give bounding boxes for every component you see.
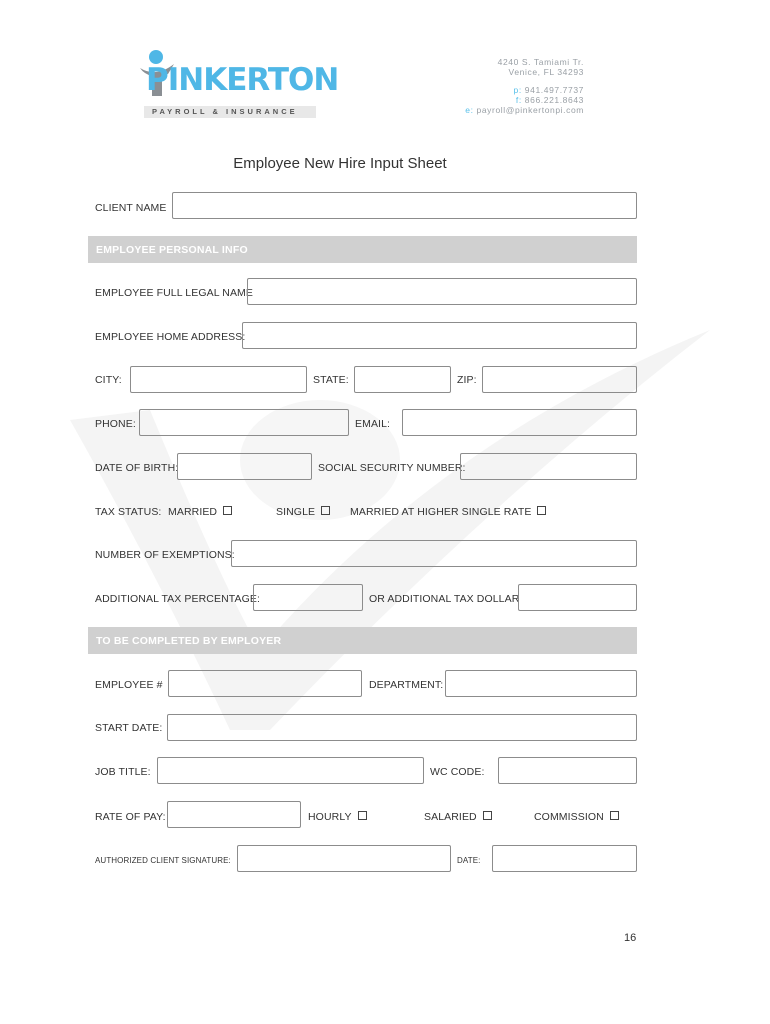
add-tax-dollar-field[interactable] — [518, 584, 637, 611]
signature-label: AUTHORIZED CLIENT SIGNATURE: — [95, 856, 231, 865]
client-name-label: CLIENT NAME — [95, 202, 167, 214]
rate-of-pay-label: RATE OF PAY: — [95, 811, 166, 823]
married-higher-label: MARRIED AT HIGHER SINGLE RATE — [350, 506, 532, 518]
married-option[interactable] — [168, 506, 232, 518]
state-field[interactable] — [354, 366, 451, 393]
company-logo — [138, 48, 339, 120]
fax-prefix: f: — [515, 95, 522, 105]
city-field[interactable] — [130, 366, 307, 393]
wc-code-field[interactable] — [498, 757, 637, 784]
email-value: payroll@pinkertonpi.com — [476, 105, 584, 115]
job-title-label: JOB TITLE: — [95, 766, 151, 778]
add-tax-pct-field[interactable] — [253, 584, 363, 611]
employer-section-title: TO BE COMPLETED BY EMPLOYER — [96, 635, 282, 647]
employee-no-field[interactable] — [168, 670, 362, 697]
single-label: SINGLE — [276, 506, 316, 518]
client-name-field[interactable] — [172, 192, 637, 219]
fax-line — [516, 95, 584, 105]
personal-info-section-bar — [88, 236, 637, 263]
dob-label: DATE OF BIRTH: — [95, 462, 179, 474]
employee-no-label: EMPLOYEE # — [95, 679, 163, 691]
address-line-2: Venice, FL 34293 — [508, 67, 584, 77]
phone-line — [514, 85, 584, 95]
hourly-checkbox[interactable] — [358, 811, 367, 820]
married-higher-option[interactable] — [350, 506, 546, 518]
married-higher-checkbox[interactable] — [537, 506, 546, 515]
hourly-label: HOURLY — [308, 811, 352, 823]
zip-field[interactable] — [482, 366, 637, 393]
department-field[interactable] — [445, 670, 637, 697]
start-date-field[interactable] — [167, 714, 637, 741]
commission-checkbox[interactable] — [610, 811, 619, 820]
commission-label: COMMISSION — [534, 811, 604, 823]
single-checkbox[interactable] — [321, 506, 330, 515]
single-option[interactable] — [276, 506, 330, 518]
full-name-field[interactable] — [247, 278, 637, 305]
form-title: Employee New Hire Input Sheet — [233, 155, 447, 172]
commission-option[interactable] — [534, 811, 619, 823]
personal-info-section-title: EMPLOYEE PERSONAL INFO — [96, 244, 248, 256]
wc-code-label: WC CODE: — [430, 766, 485, 778]
employer-section-bar — [88, 627, 637, 654]
signature-field[interactable] — [237, 845, 451, 872]
hourly-option[interactable] — [308, 811, 367, 823]
salaried-option[interactable] — [424, 811, 492, 823]
address-line-1: 4240 S. Tamiami Tr. — [497, 57, 584, 67]
email-prefix: e: — [465, 105, 474, 115]
phone-label: PHONE: — [95, 418, 136, 430]
logo-wordmark: PINKERTON — [146, 62, 339, 98]
ssn-field[interactable] — [460, 453, 637, 480]
exemptions-field[interactable] — [231, 540, 637, 567]
page-number: 16 — [624, 932, 637, 944]
add-tax-dollar-label: OR ADDITIONAL TAX DOLLAR — [369, 593, 520, 605]
home-address-label: EMPLOYEE HOME ADDRESS: — [95, 331, 246, 343]
full-name-label: EMPLOYEE FULL LEGAL NAME — [95, 287, 254, 299]
email-field[interactable] — [402, 409, 637, 436]
date-label: DATE: — [457, 856, 481, 865]
salaried-checkbox[interactable] — [483, 811, 492, 820]
married-label: MARRIED — [168, 506, 218, 518]
zip-label: ZIP: — [457, 374, 477, 386]
exemptions-label: NUMBER OF EXEMPTIONS: — [95, 549, 235, 561]
fax-value: 866.221.8643 — [524, 95, 584, 105]
logo-tagline: PAYROLL & INSURANCE — [152, 107, 298, 116]
home-address-field[interactable] — [242, 322, 637, 349]
phone-prefix: p: — [513, 85, 522, 95]
start-date-label: START DATE: — [95, 722, 163, 734]
add-tax-pct-label: ADDITIONAL TAX PERCENTAGE: — [95, 593, 260, 605]
state-label: STATE: — [313, 374, 349, 386]
phone-value: 941.497.7737 — [524, 85, 584, 95]
city-label: CITY: — [95, 374, 122, 386]
married-checkbox[interactable] — [223, 506, 232, 515]
tax-status-label: TAX STATUS: — [95, 506, 162, 518]
department-label: DEPARTMENT: — [369, 679, 444, 691]
email-label: EMAIL: — [355, 418, 391, 430]
ssn-label: SOCIAL SECURITY NUMBER: — [318, 462, 466, 474]
dob-field[interactable] — [177, 453, 312, 480]
job-title-field[interactable] — [157, 757, 424, 784]
rate-of-pay-field[interactable] — [167, 801, 301, 828]
salaried-label: SALARIED — [424, 811, 477, 823]
phone-field[interactable] — [139, 409, 349, 436]
email-line — [465, 105, 584, 115]
date-field[interactable] — [492, 845, 637, 872]
